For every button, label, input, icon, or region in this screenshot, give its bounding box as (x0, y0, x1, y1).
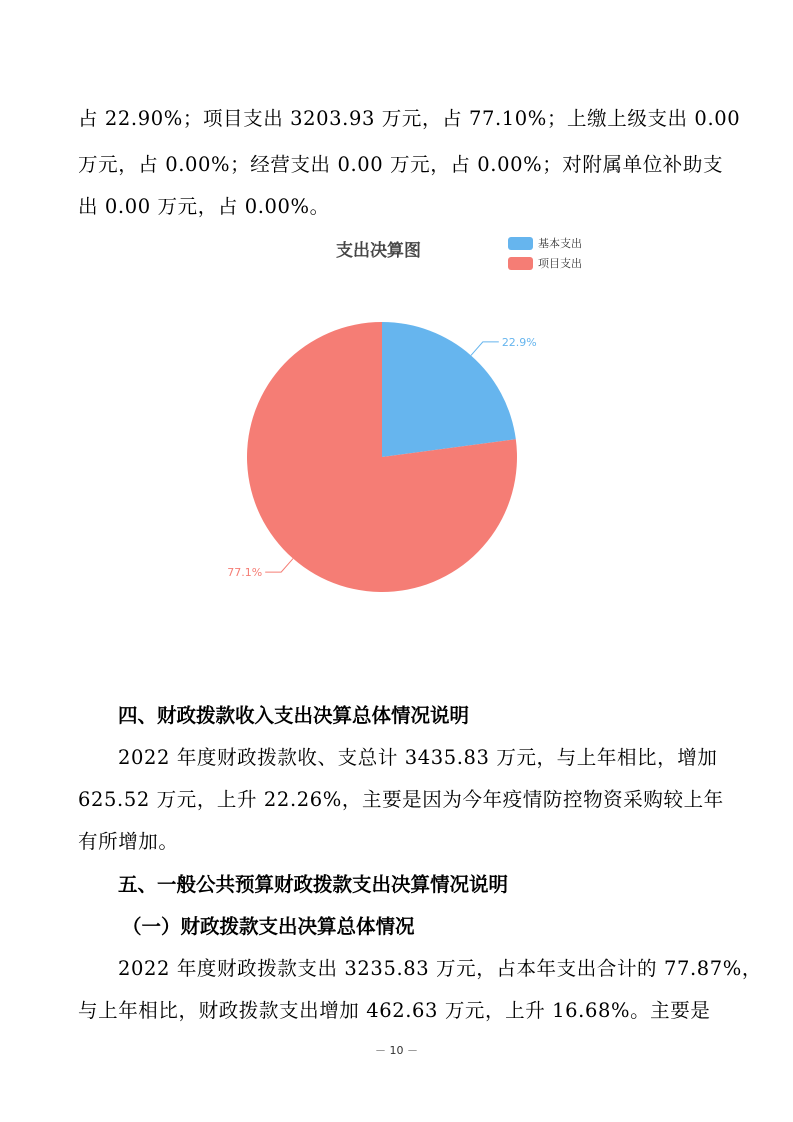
section-heading: 五、一般公共预算财政拨款支出决算情况说明 (118, 873, 509, 896)
legend-label: 项目支出 (538, 257, 582, 270)
text-line: 2022 年度财政拨款支出 3235.83 万元，占本年支出合计的 77.87%， (118, 957, 763, 980)
text-line: 625.52 万元，上升 22.26%，主要是因为今年疫情防控物资采购较上年 (78, 788, 724, 811)
data-label: 22.9% (501, 335, 537, 349)
label-leader-line (265, 559, 293, 573)
text-line: 万元，占 0.00%；经营支出 0.00 万元，占 0.00%；对附属单位补助支 (78, 153, 724, 176)
text-line: 2022 年度财政拨款收、支总计 3435.83 万元，与上年相比，增加 (118, 746, 718, 769)
chart-title: 支出决算图 (336, 241, 421, 261)
data-label: 77.1% (227, 566, 263, 580)
section-heading: 四、财政拨款收入支出决算总体情况说明 (118, 704, 470, 727)
legend-label: 基本支出 (538, 237, 582, 250)
text-line: 占 22.90%；项目支出 3203.93 万元，占 77.10%；上缴上级支出 0.00 (78, 107, 741, 130)
text-line: 有所增加。 (78, 830, 179, 853)
text-line: 与上年相比，财政拨款支出增加 462.63 万元，上升 16.68%。主要是 (78, 999, 711, 1022)
page-number: － 10 － (375, 1044, 418, 1057)
subsection-heading: （一）财政拨款支出决算总体情况 (122, 915, 415, 938)
label-leader-line (471, 342, 499, 356)
text-line: 出 0.00 万元，占 0.00%。 (78, 195, 330, 218)
